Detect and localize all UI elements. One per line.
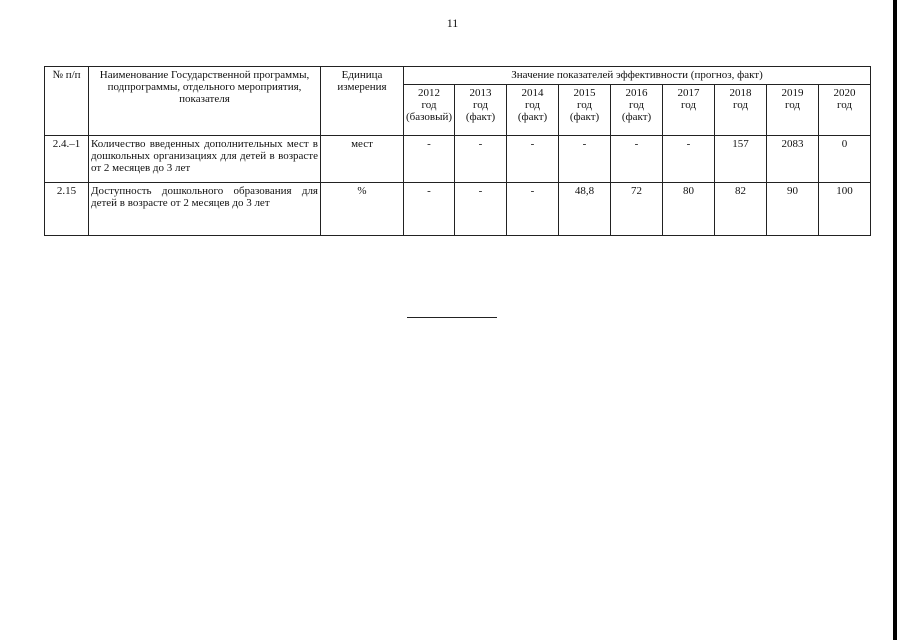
header-row: [45, 67, 871, 85]
row-value: 90: [767, 183, 819, 236]
row-unit: мест: [321, 136, 404, 183]
table-row: [45, 183, 871, 236]
row-value: 157: [715, 136, 767, 183]
row-name: Количество введенных дополнительных мест в дошкольных организациях для детей в возрасте от 2 месяцев до 3 лет: [89, 136, 321, 183]
year-header-2013: 2013 год (факт): [455, 85, 507, 136]
row-name: Доступность дошкольного образования для детей в возрасте от 2 месяцев до 3 лет: [89, 183, 321, 236]
row-unit: %: [321, 183, 404, 236]
header-name: Наименование Государственной программы, подпрограммы, отдельного мероприятия, показателя: [89, 67, 321, 136]
indicators-table: [44, 66, 871, 236]
table-row: [45, 136, 871, 183]
row-value: 48,8: [559, 183, 611, 236]
year-header-2019: 2019 год: [767, 85, 819, 136]
row-value: -: [507, 136, 559, 183]
row-value: -: [559, 136, 611, 183]
row-value: 100: [819, 183, 871, 236]
header-num: № п/п: [45, 67, 89, 136]
page-number: 11: [446, 16, 459, 30]
row-value: -: [611, 136, 663, 183]
page-edge-bar: [893, 0, 897, 640]
row-value: 2083: [767, 136, 819, 183]
year-header-2014: 2014 год (факт): [507, 85, 559, 136]
row-value: -: [455, 183, 507, 236]
row-value: 0: [819, 136, 871, 183]
year-header-2012: 2012 год (базовый): [404, 85, 455, 136]
row-value: -: [455, 136, 507, 183]
header-values-group: Значение показателей эффективности (прогноз, факт): [404, 67, 871, 85]
year-header-2018: 2018 год: [715, 85, 767, 136]
year-header-2015: 2015 год (факт): [559, 85, 611, 136]
row-value: 80: [663, 183, 715, 236]
year-header-2020: 2020 год: [819, 85, 871, 136]
row-value: -: [663, 136, 715, 183]
row-value: -: [404, 183, 455, 236]
year-header-2017: 2017 год: [663, 85, 715, 136]
year-header-2016: 2016 год (факт): [611, 85, 663, 136]
row-value: 82: [715, 183, 767, 236]
header-unit: Единица измерения: [321, 67, 404, 136]
row-value: -: [404, 136, 455, 183]
row-value: -: [507, 183, 559, 236]
row-num: 2.15: [45, 183, 89, 236]
row-num: 2.4.–1: [45, 136, 89, 183]
section-separator-line: [407, 317, 497, 318]
row-value: 72: [611, 183, 663, 236]
